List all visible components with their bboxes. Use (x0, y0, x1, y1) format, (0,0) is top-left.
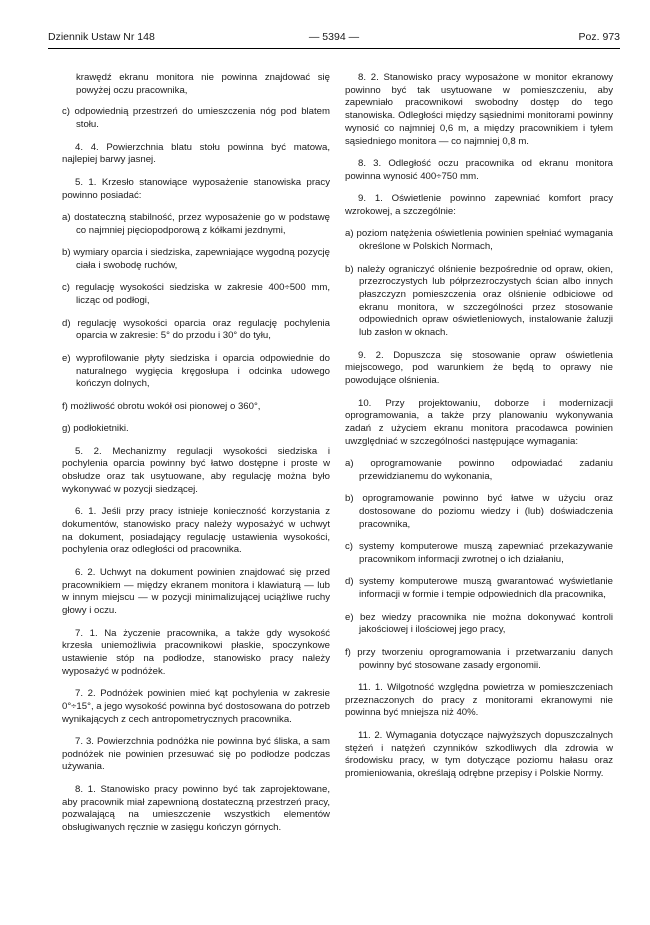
paragraph: 7. 3. Powierzchnia podnóżka nie powinna być śliska, a sam podnóżek nie powinien przesuwać się po podłodze podczas używania. (62, 736, 330, 773)
paragraph: 11. 1. Wilgotność względna powietrza w pomieszczeniach przeznaczonych do pracy z monitorami ekranowymi nie powinna być mniejsza niż 40%. (345, 682, 613, 719)
list-item: c) regulację wysokości siedziska w zakresie 400÷500 mm, licząc od podłogi, (62, 282, 330, 307)
list-item: f) możliwość obrotu wokół osi pionowej o 360°, (62, 400, 261, 412)
list-item: b) wymiary oparcia i siedziska, zapewniające wygodną pozycję ciała i swobodę ruchów, (62, 247, 330, 271)
paragraph: 4. 4. Powierzchnia blatu stołu powinna być matowa, najlepiej barwy jasnej. (62, 141, 330, 166)
list-item: d) systemy komputerowe muszą gwarantować wyświetlanie informacji w formie i tempie odpowiednich dla pracownika, (345, 576, 613, 601)
paragraph: 9. 1. Oświetlenie powinno zapewniać komfort pracy wzrokowej, a szczególnie: (345, 193, 613, 217)
list-item: g) podłokietniki. (62, 423, 129, 435)
left-column (62, 72, 330, 845)
paragraph: 9. 2. Dopuszcza się stosowanie opraw oświetlenia miejscowego, pod warunkiem że będą to oprawy nie powodujące olśnienia. (345, 349, 613, 387)
list-item: a) oprogramowanie powinno odpowiadać zadaniu przewidzianemu do wykonania, (345, 458, 613, 482)
list-item: c) systemy komputerowe muszą zapewniać przekazywanie pracownikom informacji zwrotnej o ich działaniu, (345, 541, 613, 565)
paragraph: 10. Przy projektowaniu, doborze i modernizacji oprogramowania, a także przy planowaniu wykonywania zadań z użyciem ekranu monitora pracodawca powinien uwzględniać w szczególności następujące wymagania: (345, 397, 613, 447)
list-item: e) wyprofilowanie płyty siedziska i oparcia odpowiednie do naturalnego wygięcia kręgosłupa i odcinka udowego kończyn dolnych, (62, 352, 330, 390)
list-item: f) przy tworzeniu oprogramowania i przetwarzaniu danych powinny być stosowane zasady ergonomii. (345, 646, 613, 671)
page-header (48, 30, 620, 49)
right-column (345, 72, 613, 791)
list-item: a) dostateczną stabilność, przez wyposażenie go w podstawę co najmniej pięciopodporową z kółkami jezdnymi, (62, 212, 330, 236)
paragraph: 8. 3. Odległość oczu pracownika od ekranu monitora powinna wynosić 400÷750 mm. (345, 158, 613, 182)
paragraph: 7. 2. Podnóżek powinien mieć kąt pochylenia w zakresie 0°÷15°, a jego wysokość powinna być dostosowana do potrzeb wynikających z cech antropometrycznych pracownika. (62, 688, 330, 725)
paragraph: 6. 2. Uchwyt na dokument powinien znajdować się przed pracownikiem — między ekranem monitora i klawiaturą — lub w innym miejscu — w pozycji minimalizującej uciążliwe ruchy głowy i oczu. (62, 566, 330, 617)
list-item: d) regulację wysokości oparcia oraz regulację pochylenia oparcia w zakresie: 5° do przodu i 30° do tyłu, (62, 317, 330, 342)
journal-title: Dziennik Ustaw Nr 148 (48, 31, 155, 43)
paragraph: 6. 1. Jeśli przy pracy istnieje konieczność korzystania z dokumentów, stanowisko pracy należy wyposażyć w uchwyt na dokument, posiadający regulację ustawienia wysokości, pochylenia oraz odległości od pracownika. (62, 506, 330, 556)
list-item: b) oprogramowanie powinno być łatwe w użyciu oraz dostosowane do poziomu wiedzy i (lub) doświadczenia pracownika, (345, 493, 613, 530)
paragraph: 11. 2. Wymagania dotyczące najwyższych dopuszczalnych stężeń i natężeń czynników szkodliwych dla zdrowia w środowisku pracy, w tym dotyczące poziomu hałasu oraz promieniowania, określają odrębne przepisy i Polskie Normy. (345, 729, 613, 780)
list-item: e) bez wiedzy pracownika nie można dokonywać kontroli jakościowej i ilościowej jego pracy, (345, 611, 613, 636)
paragraph: 8. 1. Stanowisko pracy powinno być tak zaprojektowane, aby pracownik miał zapewnioną dostateczną przestrzeń pracy, pozwalającą na umieszczenie wszystkich elementów obsługiwanych ręcznie w zasięgu kończyn górnych. (62, 783, 330, 834)
position-number: Poz. 973 (578, 31, 620, 43)
list-item: b) należy ograniczyć olśnienie bezpośrednie od opraw, okien, przezroczystych lub półprzezroczystych ścian albo innych płaszczyzn pomieszczenia oraz olśnienie odbiciowe od ekranu monitora, w szczególności przez stosowanie odpowiednich opraw oświetleniowych, instalowanie żaluzji lub zasłon w oknach. (345, 263, 613, 339)
paragraph: 5. 2. Mechanizmy regulacji wysokości siedziska i pochylenia oparcia powinny być łatwo dostępne i proste w obsłudze oraz tak usytuowane, aby regulację można było wykonywać w pozycji siedzącej. (62, 445, 330, 495)
list-item: a) poziom natężenia oświetlenia powinien spełniać wymagania określone w Polskich Normach, (345, 228, 613, 253)
page-number: — 5394 — (308, 31, 360, 43)
paragraph: 5. 1. Krzesło stanowiące wyposażenie stanowiska pracy powinno posiadać: (62, 176, 330, 201)
paragraph: 8. 2. Stanowisko pracy wyposażone w monitor ekranowy powinno być tak usytuowane w pomieszczeniu, aby zapewniało pracownikowi swobodny dostęp do tego stanowiska. Odległości między sąsiednimi monitorami powinny wynosić co najmniej 0,6 m, a między pracownikiem i tyłem sąsiedniego monitora — co najmniej 0,8 m. (345, 72, 613, 147)
list-item: c) odpowiednią przestrzeń do umieszczenia nóg pod blatem stołu. (62, 106, 330, 131)
paragraph: krawędź ekranu monitora nie powinna znajdować się powyżej oczu pracownika, (76, 72, 330, 96)
paragraph: 7. 1. Na życzenie pracownika, a także gdy wysokość krzesła uniemożliwia pracownikowi płaskie, spoczynkowe ustawienie stóp na podłodze, stanowisko pracy należy wyposażyć w podnóżek. (62, 627, 330, 677)
